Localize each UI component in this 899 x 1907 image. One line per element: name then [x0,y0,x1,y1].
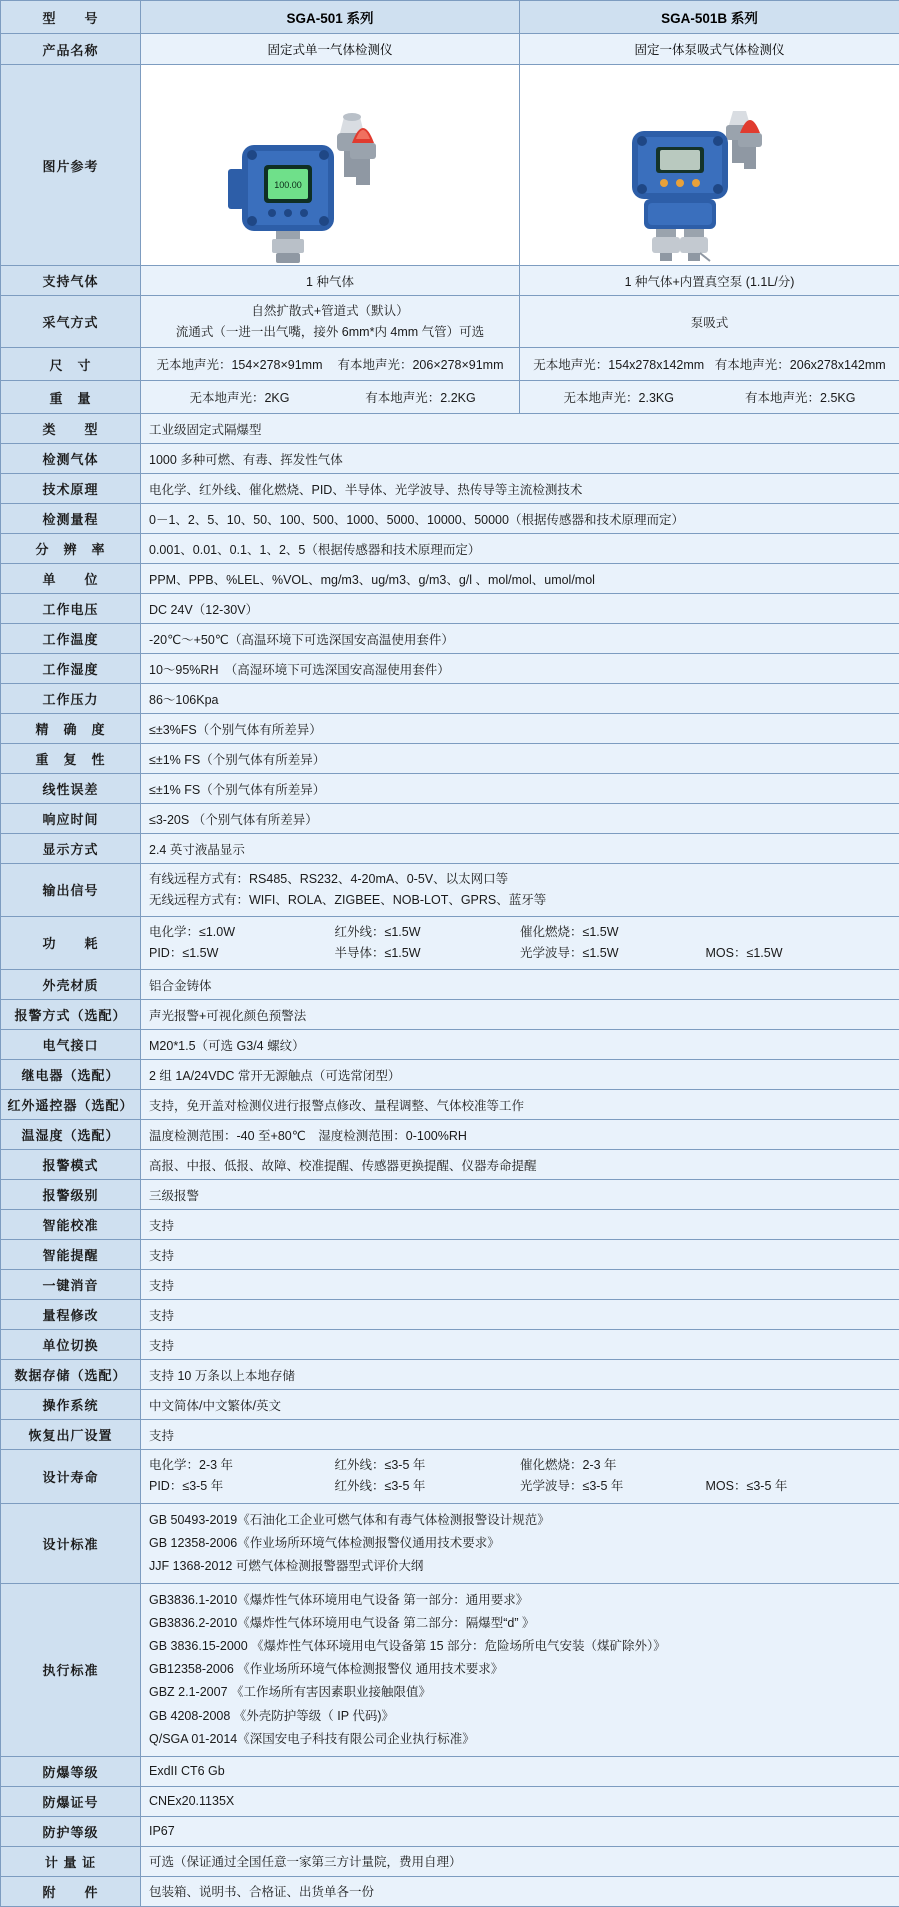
size-col1 [141,348,520,381]
ex-cert-value: CNEx20.1135X [141,1786,899,1816]
metrology-value: 可选（保证通过全国任意一家第三方计量院，费用自理） [141,1846,899,1876]
electrical-value: M20*1.5（可选 G3/4 螺纹） [141,1030,899,1060]
range-edit-value: 支持 [141,1300,899,1330]
row-label-power: 功 耗 [1,916,141,970]
smart-remind-value: 支持 [141,1240,899,1270]
table-row-relay [1,1060,899,1090]
power-item-2: 催化燃烧：≤1.5W [520,922,706,943]
table-row-ip-level [1,1816,899,1846]
table-row-support-gas [1,266,899,296]
table-row-smart-remind [1,1240,899,1270]
table-row-design-std [1,1503,899,1583]
life-item-5: 红外线：≤3-5 年 [335,1476,521,1497]
table-row-principle [1,474,899,504]
row-label-principle: 技术原理 [1,474,141,504]
row-label-response: 响应时间 [1,804,141,834]
alarm-mode-opt-value: 声光报警+可视化颜色预警法 [141,1000,899,1030]
row-label-model: 型 号 [1,1,141,34]
row-label-pressure: 工作压力 [1,684,141,714]
repeat-value: ≤±1% FS（个别气体有所差异） [141,744,899,774]
output-line1: 有线远程方式有：RS485、RS232、4-20mA、0-5V、以太网口等 [149,869,891,890]
table-row-alarm-mode-opt [1,1000,899,1030]
row-label-display: 显示方式 [1,834,141,864]
row-label-alarm-mode: 报警模式 [1,1150,141,1180]
table-row-type [1,414,899,444]
unit-switch-value: 支持 [141,1330,899,1360]
table-row-range-edit [1,1300,899,1330]
table-row-output [1,864,899,916]
linear-value: ≤±1% FS（个别气体有所差异） [141,774,899,804]
life-value [141,1450,899,1504]
weight-col2-b: 有本地声光：2.5KG [710,386,892,408]
power-item-3 [706,922,892,943]
table-row-temperature [1,624,899,654]
mute-value: 支持 [141,1270,899,1300]
sampling-col1 [141,296,520,348]
power-item-1: 红外线：≤1.5W [335,922,521,943]
support-gas-col1: 1 种气体 [141,266,520,296]
row-label-support-gas: 支持气体 [1,266,141,296]
output-line2: 无线远程方式有：WIFI、ROLA、ZIGBEE、NOB-LOT、GPRS、蓝牙等 [149,890,891,911]
row-label-exec-std: 执行标准 [1,1583,141,1756]
table-row-alarm-mode [1,1150,899,1180]
row-label-temp-hum-opt: 温湿度（选配） [1,1120,141,1150]
exec-std-line-6: Q/SGA 01-2014《深国安电子科技有限公司企业执行标准》 [149,1728,891,1751]
relay-value: 2 组 1A/24VDC 常开无源触点（可选常闭型） [141,1060,899,1090]
design-std-line-2: JJF 1368-2012 可燃气体检测报警器型式评价大纲 [149,1555,891,1578]
exec-std-line-2: GB 3836.15-2000 《爆炸性气体环境用电气设备第 15 部分：危险场所电气安装（煤矿除外）》 [149,1635,891,1658]
alarm-level-value: 三级报警 [141,1180,899,1210]
row-label-sampling: 采气方式 [1,296,141,348]
table-row-metrology [1,1846,899,1876]
table-row-model [1,1,899,34]
row-label-linear: 线性误差 [1,774,141,804]
row-label-electrical: 电气接口 [1,1030,141,1060]
table-row-humidity [1,654,899,684]
row-label-accuracy: 精 确 度 [1,714,141,744]
table-row-weight [1,381,899,414]
row-label-alarm-level: 报警级别 [1,1180,141,1210]
row-label-os: 操作系统 [1,1390,141,1420]
row-label-resolution: 分 辨 率 [1,534,141,564]
exec-std-line-5: GB 4208-2008 《外壳防护等级（ IP 代码)》 [149,1705,891,1728]
device-illustration-pump [520,65,899,265]
power-item-5: 半导体：≤1.5W [335,943,521,964]
pump-gas-detector-icon [560,65,860,265]
gas-detector-icon [180,65,480,265]
table-row-unit-switch [1,1330,899,1360]
detect-gas-value: 1000 多种可燃、有毒、挥发性气体 [141,444,899,474]
range-value: 0－1、2、5、10、50、100、500、1000、5000、10000、50000（根据传感器和技术原理而定） [141,504,899,534]
table-row-sampling [1,296,899,348]
table-row-shell [1,970,899,1000]
size-col1-b: 有本地声光：206×278×91mm [330,353,511,375]
row-label-ex-cert: 防爆证号 [1,1786,141,1816]
temp-hum-opt-value: 温度检测范围：-40 至+80℃ 湿度检测范围：0-100%RH [141,1120,899,1150]
table-row-voltage [1,594,899,624]
factory-reset-value: 支持 [141,1420,899,1450]
accuracy-value: ≤±3%FS（个别气体有所差异） [141,714,899,744]
table-row-life [1,1450,899,1504]
life-item-3 [706,1455,892,1476]
row-label-weight: 重 量 [1,381,141,414]
device-display-value: 100.00 [274,180,302,190]
life-item-7: MOS：≤3-5 年 [706,1476,892,1497]
weight-col1-b: 有本地声光：2.2KG [330,386,511,408]
row-label-voltage: 工作电压 [1,594,141,624]
table-row-linear [1,774,899,804]
principle-value: 电化学、红外线、催化燃烧、PID、半导体、光学波导、热传导等主流检测技术 [141,474,899,504]
table-row-size [1,348,899,381]
row-label-humidity: 工作湿度 [1,654,141,684]
device-image-col2 [520,65,899,266]
row-label-size: 尺 寸 [1,348,141,381]
support-gas-col2: 1 种气体+内置真空泵 (1.1L/分) [520,266,899,296]
table-row-accuracy [1,714,899,744]
table-row-response [1,804,899,834]
row-label-product-name: 产品名称 [1,34,141,65]
type-value: 工业级固定式隔爆型 [141,414,899,444]
storage-opt-value: 支持 10 万条以上本地存储 [141,1360,899,1390]
weight-col2-a: 无本地声光：2.3KG [528,386,710,408]
accessory-value: 包装箱、说明书、合格证、出货单各一份 [141,1876,899,1906]
power-item-7: MOS：≤1.5W [706,943,892,964]
display-value: 2.4 英寸液晶显示 [141,834,899,864]
life-item-4: PID：≤3-5 年 [149,1476,335,1497]
table-row-accessory [1,1876,899,1906]
table-row-repeat [1,744,899,774]
row-label-factory-reset: 恢复出厂设置 [1,1420,141,1450]
model-col2: SGA-501B 系列 [520,1,899,34]
design-std-line-1: GB 12358-2006《作业场所环境气体检测报警仪通用技术要求》 [149,1532,891,1555]
table-row-exec-std [1,1583,899,1756]
row-label-storage-opt: 数据存储（选配） [1,1360,141,1390]
row-label-detect-gas: 检测气体 [1,444,141,474]
row-label-output: 输出信号 [1,864,141,916]
smart-cal-value: 支持 [141,1210,899,1240]
power-item-6: 光学波导：≤1.5W [520,943,706,964]
product-name-col2: 固定一体泵吸式气体检测仪 [520,34,899,65]
table-row-detect-gas [1,444,899,474]
table-row-temp-hum-opt [1,1120,899,1150]
table-row-ex-cert [1,1786,899,1816]
table-row-pressure [1,684,899,714]
unit-value: PPM、PPB、%LEL、%VOL、mg/m3、ug/m3、g/m3、g/l 、mol/mol、umol/mol [141,564,899,594]
design-std-value [141,1503,899,1583]
row-label-image: 图片参考 [1,65,141,266]
row-label-ex-level: 防爆等级 [1,1756,141,1786]
table-row-display [1,834,899,864]
table-row-smart-cal [1,1210,899,1240]
device-illustration-wall [141,65,519,265]
life-item-2: 催化燃烧：2-3 年 [520,1455,706,1476]
output-value [141,864,899,916]
row-label-range: 检测量程 [1,504,141,534]
row-label-unit-switch: 单位切换 [1,1330,141,1360]
design-std-line-0: GB 50493-2019《石油化工企业可燃气体和有毒气体检测报警设计规范》 [149,1509,891,1532]
table-row-mute [1,1270,899,1300]
row-label-life: 设计寿命 [1,1450,141,1504]
device-image-col1 [141,65,520,266]
size-col2-b: 有本地声光：206x278x142mm [710,353,892,375]
row-label-mute: 一键消音 [1,1270,141,1300]
ex-level-value: ExdII CT6 Gb [141,1756,899,1786]
exec-std-value [141,1583,899,1756]
weight-col1 [141,381,520,414]
shell-value: 铝合金铸体 [141,970,899,1000]
row-label-alarm-mode-opt: 报警方式（选配） [1,1000,141,1030]
row-label-smart-cal: 智能校准 [1,1210,141,1240]
row-label-repeat: 重 复 性 [1,744,141,774]
model-col1: SGA-501 系列 [141,1,520,34]
row-label-unit: 单 位 [1,564,141,594]
table-row-range [1,504,899,534]
row-label-design-std: 设计标准 [1,1503,141,1583]
life-item-0: 电化学：2-3 年 [149,1455,335,1476]
os-value: 中文简体/中文繁体/英文 [141,1390,899,1420]
row-label-type: 类 型 [1,414,141,444]
table-row-ex-level [1,1756,899,1786]
table-row-product-name [1,34,899,65]
row-label-accessory: 附 件 [1,1876,141,1906]
table-row-electrical [1,1030,899,1060]
voltage-value: DC 24V（12-30V） [141,594,899,624]
table-row-alarm-level [1,1180,899,1210]
sampling-col1-line1: 自然扩散式+管道式（默认） [149,301,511,322]
alarm-mode-value: 高报、中报、低报、故障、校准提醒、传感器更换提醒、仪器寿命提醒 [141,1150,899,1180]
sampling-col2: 泵吸式 [520,296,899,348]
power-item-4: PID：≤1.5W [149,943,335,964]
table-row-power [1,916,899,970]
row-label-range-edit: 量程修改 [1,1300,141,1330]
response-value: ≤3-20S （个别气体有所差异） [141,804,899,834]
power-value [141,916,899,970]
table-row-unit [1,564,899,594]
size-col1-a: 无本地声光：154×278×91mm [149,353,330,375]
sampling-col1-line2: 流通式（一进一出气嘴，接外 6mm*内 4mm 气管）可选 [149,322,511,343]
humidity-value: 10～95%RH （高湿环境下可选深国安高湿使用套件） [141,654,899,684]
life-item-1: 红外线：≤3-5 年 [335,1455,521,1476]
exec-std-line-3: GB12358-2006 《作业场所环境气体检测报警仪 通用技术要求》 [149,1658,891,1681]
weight-col2 [520,381,899,414]
table-row-ir-remote [1,1090,899,1120]
pressure-value: 86～106Kpa [141,684,899,714]
temperature-value: -20℃～+50℃（高温环境下可选深国安高温使用套件） [141,624,899,654]
power-item-0: 电化学：≤1.0W [149,922,335,943]
table-row-resolution [1,534,899,564]
row-label-smart-remind: 智能提醒 [1,1240,141,1270]
row-label-ip-level: 防护等级 [1,1816,141,1846]
row-label-shell: 外壳材质 [1,970,141,1000]
ip-level-value: IP67 [141,1816,899,1846]
exec-std-line-0: GB3836.1-2010《爆炸性气体环境用电气设备 第一部分：通用要求》 [149,1589,891,1612]
row-label-relay: 继电器（选配） [1,1060,141,1090]
life-item-6: 光学波导：≤3-5 年 [520,1476,706,1497]
size-col2 [520,348,899,381]
exec-std-line-4: GBZ 2.1-2007 《工作场所有害因素职业接触限值》 [149,1681,891,1704]
row-label-metrology: 计 量 证 [1,1846,141,1876]
resolution-value: 0.001、0.01、0.1、1、2、5（根据传感器和技术原理而定） [141,534,899,564]
row-label-temperature: 工作温度 [1,624,141,654]
table-row-factory-reset [1,1420,899,1450]
table-row-storage-opt [1,1360,899,1390]
size-col2-a: 无本地声光：154x278x142mm [528,353,710,375]
table-row-os [1,1390,899,1420]
product-name-col1: 固定式单一气体检测仪 [141,34,520,65]
ir-remote-value: 支持，免开盖对检测仪进行报警点修改、量程调整、气体校准等工作 [141,1090,899,1120]
row-label-ir-remote: 红外遥控器（选配） [1,1090,141,1120]
table-row-image [1,65,899,266]
exec-std-line-1: GB3836.2-2010《爆炸性气体环境用电气设备 第二部分：隔爆型“d” 》 [149,1612,891,1635]
weight-col1-a: 无本地声光：2KG [149,386,330,408]
